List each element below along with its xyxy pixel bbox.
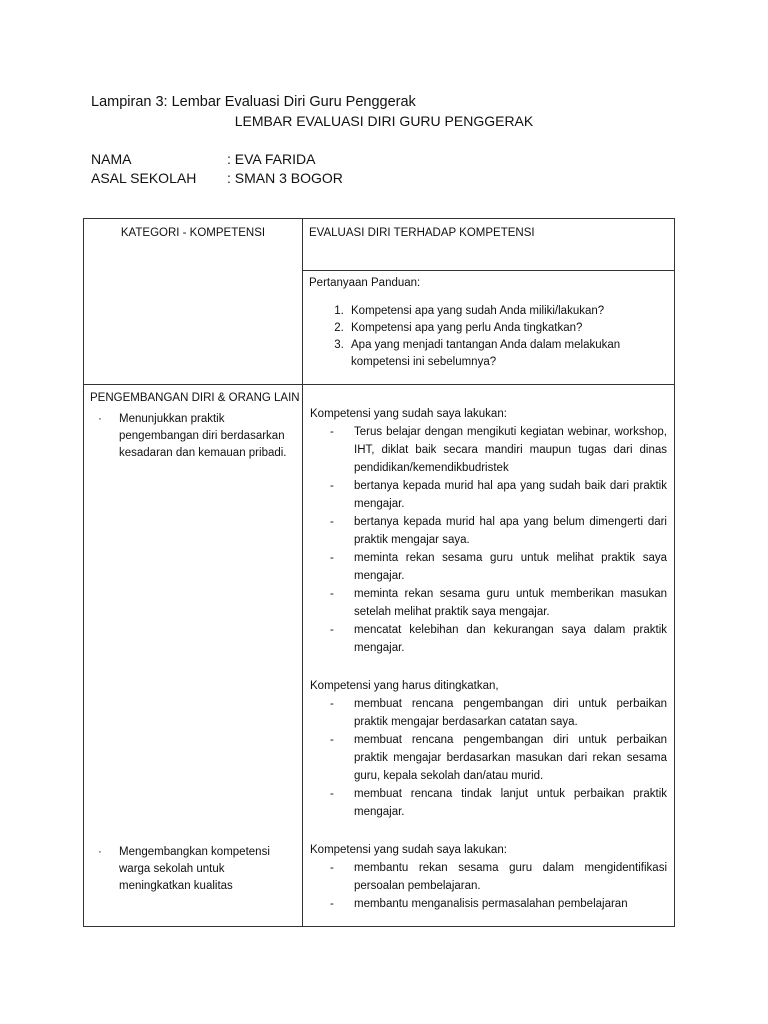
list-item-text: membuat rencana pengembangan diri untuk perbaikan praktik mengajar berdasarkan masukan dari rekan sesama guru, kepala sekolah dan/atau murid. <box>354 734 667 782</box>
list-item <box>310 585 667 621</box>
list-item <box>310 549 667 585</box>
list-item <box>310 785 667 821</box>
guide-question: 3. Apa yang menjadi tantangan Anda dalam melakukan kompetensi ini sebelumnya? <box>347 337 668 371</box>
competency-text: Menunjukkan praktik pengembangan diri berdasarkan kesadaran dan kemauan pribadi. <box>119 413 287 459</box>
dash-icon: - <box>330 898 334 910</box>
info-name-row <box>91 151 315 167</box>
bullet-icon: · <box>98 846 102 858</box>
list-item-text: membantu menganalisis permasalahan pembelajaran <box>354 898 628 910</box>
name-label: NAMA <box>91 151 132 167</box>
category-title: PENGEMBANGAN DIRI & ORANG LAIN <box>90 392 300 404</box>
list-item-text: bertanya kepada murid hal apa yang belum dimengerti dari praktik mengajar saya. <box>354 516 667 546</box>
category-cell <box>84 385 303 927</box>
competency-table <box>83 218 675 927</box>
dash-icon: - <box>330 588 334 600</box>
list-item-text: membantu rekan sesama guru dalam mengidentifikasi persoalan pembelajaran. <box>354 862 667 892</box>
dash-icon: - <box>330 862 334 874</box>
guide-cell <box>303 271 675 385</box>
list-item-text: meminta rekan sesama guru untuk memberikan masukan setelah melihat praktik saya mengajar. <box>354 588 667 618</box>
school-value: : SMAN 3 BOGOR <box>227 170 343 186</box>
evaluation-header: EVALUASI DIRI TERHADAP KOMPETENSI <box>303 219 675 271</box>
table-header-row <box>84 219 675 271</box>
evaluation-section <box>310 842 667 913</box>
dash-icon: - <box>330 624 334 636</box>
dash-icon: - <box>330 734 334 746</box>
evaluation-list <box>310 859 667 913</box>
evaluation-section <box>310 678 667 821</box>
list-item-text: membuat rencana tindak lanjut untuk perbaikan praktik mengajar. <box>354 788 667 818</box>
info-school-row <box>91 170 343 186</box>
guide-title: Pertanyaan Panduan: <box>309 277 421 289</box>
evaluation-list <box>310 423 667 657</box>
list-item-text: bertanya kepada murid hal apa yang sudah baik dari praktik mengajar. <box>354 480 667 510</box>
section-title: Kompetensi yang sudah saya lakukan: <box>310 844 507 856</box>
school-label: ASAL SEKOLAH <box>91 170 197 186</box>
section-title: Kompetensi yang sudah saya lakukan: <box>310 408 507 420</box>
dash-icon: - <box>330 698 334 710</box>
list-item <box>310 859 667 895</box>
dash-icon: - <box>330 480 334 492</box>
list-item <box>310 695 667 731</box>
document-title: LEMBAR EVALUASI DIRI GURU PENGGERAK <box>234 113 534 129</box>
section-title: Kompetensi yang harus ditingkatkan, <box>310 680 499 692</box>
dash-icon: - <box>330 788 334 800</box>
dash-icon: - <box>330 426 334 438</box>
name-value: : EVA FARIDA <box>227 151 316 167</box>
dash-icon: - <box>330 516 334 528</box>
dash-icon: - <box>330 552 334 564</box>
list-item-text: membuat rencana pengembangan diri untuk perbaikan praktik mengajar berdasarkan catatan saya. <box>354 698 667 728</box>
list-item <box>310 621 667 657</box>
evaluation-section <box>310 406 667 657</box>
evaluation-list <box>310 695 667 821</box>
list-item <box>310 477 667 513</box>
evaluation-cell <box>303 385 675 927</box>
page-heading: Lampiran 3: Lembar Evaluasi Diri Guru Penggerak <box>91 94 416 110</box>
bullet-icon: · <box>98 413 102 425</box>
list-item-text: Terus belajar dengan mengikuti kegiatan webinar, workshop, IHT, diklat baik secara mandiri maupun tugas dari dinas pendidikan/kemendikbudristek <box>354 426 667 474</box>
list-item <box>310 423 667 477</box>
guide-question: 1. Kompetensi apa yang sudah Anda miliki/lakukan? <box>347 303 668 320</box>
list-item-text: mencatat kelebihan dan kekurangan saya dalam praktik mengajar. <box>354 624 667 654</box>
guide-question-list <box>309 303 668 371</box>
list-item-text: meminta rekan sesama guru untuk melihat praktik saya mengajar. <box>354 552 667 582</box>
list-item <box>310 731 667 785</box>
list-item <box>310 513 667 549</box>
category-header: KATEGORI - KOMPETENSI <box>84 219 303 385</box>
competency-row <box>84 385 675 927</box>
list-item <box>310 895 667 913</box>
competency-text: Mengembangkan kompetensi warga sekolah untuk meningkatkan kualitas <box>119 846 270 892</box>
guide-question: 2. Kompetensi apa yang perlu Anda tingkatkan? <box>347 320 668 337</box>
